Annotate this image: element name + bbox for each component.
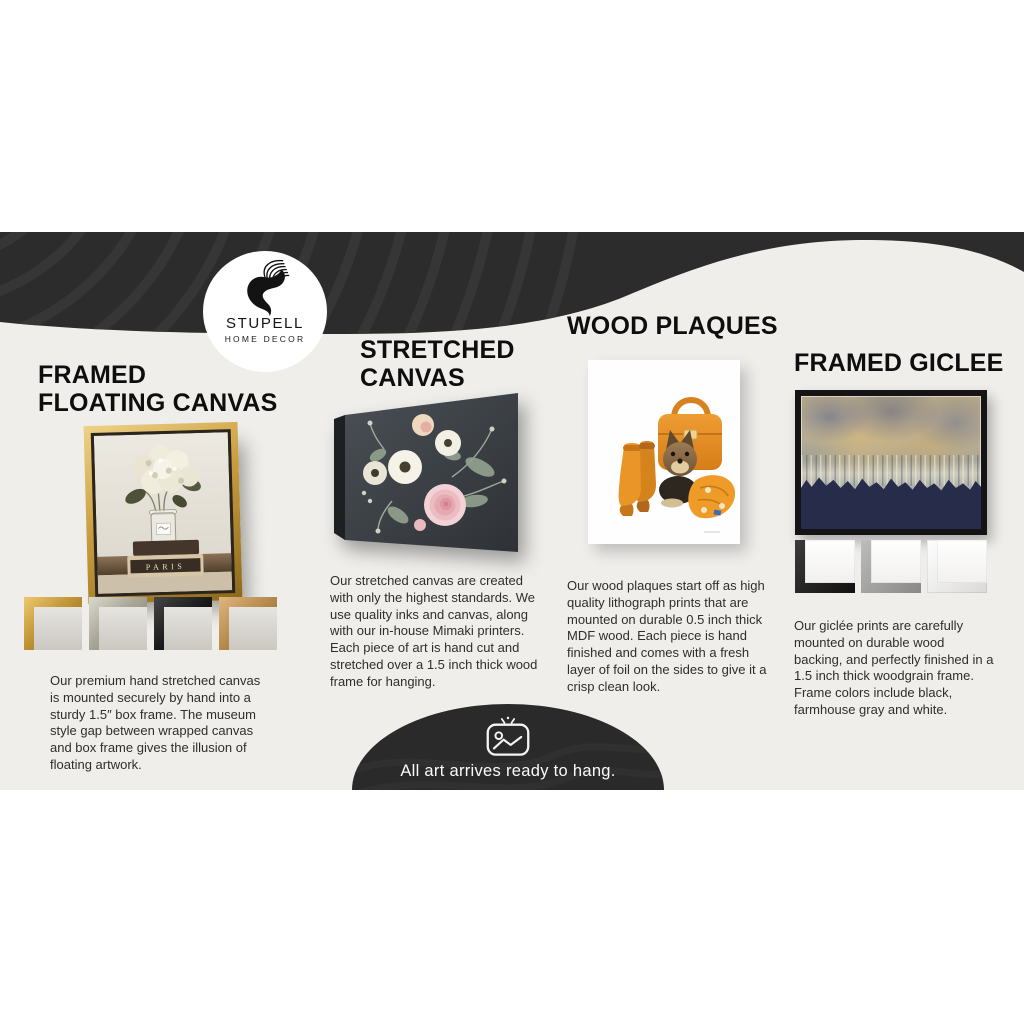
giclee-frame-swatches	[795, 540, 987, 593]
swatch-canvas	[164, 607, 212, 650]
frame-swatch-farmhouse-gray	[861, 540, 921, 593]
framed-giclee-description: Our giclée prints are carefully mounted on durable wood backing, and perfectly finished in a 1.5 inch thick woodgrain frame. Frame colors include black, farmhouse gray and white.	[794, 618, 994, 717]
title-line: CANVAS	[360, 363, 465, 392]
brand-logo	[203, 251, 327, 372]
title-line: FLOATING CANVAS	[38, 388, 278, 417]
swatch-canvas	[99, 607, 147, 650]
top-wave-graphic	[0, 232, 1024, 347]
title-line: FRAMED	[38, 361, 147, 389]
floating-frame-swatches	[24, 597, 277, 650]
section-title-wood-plaques	[567, 313, 778, 341]
section-title-stretched-canvas	[360, 337, 515, 392]
stretched-canvas-description: Our stretched canvas are created with only the highest standards. We use quality inks and canvas, along with our in-house Mimaki printers. Each piece of art is hand cut and stretched over a 1.5 inch thick wood frame for hanging.	[330, 573, 538, 689]
title-line: FRAMED GICLEE	[794, 349, 1004, 377]
frame-swatch-gold	[24, 597, 82, 650]
canvas-side-edge	[334, 415, 345, 540]
wood-plaque-artwork	[588, 360, 740, 544]
book-spine-text: PARIS	[145, 561, 186, 572]
wave-shape	[0, 232, 1024, 334]
swatch-canvas	[805, 540, 855, 583]
brand-tagline: HOME DECOR	[224, 334, 306, 344]
swatch-canvas	[937, 540, 987, 583]
swatch-canvas	[229, 607, 277, 650]
frame-swatch-pewter	[89, 597, 147, 650]
footer-dome	[352, 704, 664, 790]
title-line: STRETCHED	[360, 336, 515, 364]
swatch-canvas	[871, 540, 921, 583]
blush-flower-top	[412, 414, 434, 436]
framed-picture-icon	[481, 715, 535, 759]
pink-bud	[414, 519, 426, 531]
hydrangea-books-art	[94, 432, 232, 594]
floating-canvas-description: Our premium hand stretched canvas is mounted securely by hand into a sturdy 1.5″ box frame. The museum style gap between wrapped canvas and box frame gives the illusion of floating artwork.	[50, 673, 261, 772]
wood-plaques-description: Our wood plaques start off as high quality lithograph prints that are mounted on durable 0.5 inch thick MDF wood. Each piece is hand finished and comes with a fresh layer of foil on the sides to give it a crisp clean look.	[567, 578, 767, 694]
frame-swatch-black	[795, 540, 855, 593]
pink-rose	[424, 484, 466, 526]
floating-canvas-artwork	[84, 422, 243, 604]
frame-swatch-black	[154, 597, 212, 650]
framed-giclee-artwork	[795, 390, 987, 535]
brand-name: STUPELL	[226, 315, 304, 332]
section-title-framed-floating-canvas	[38, 362, 278, 417]
section-title-framed-giclee	[794, 350, 1004, 378]
swatch-canvas	[34, 607, 82, 650]
stupell-swirl-logo-icon	[234, 256, 296, 318]
book-stack	[127, 540, 204, 578]
floating-frame-gap	[91, 429, 236, 597]
frame-swatch-white	[927, 540, 987, 593]
title-line: WOOD PLAQUES	[567, 312, 778, 340]
frame-swatch-bronze	[219, 597, 277, 650]
footer-message: All art arrives ready to hang.	[400, 762, 616, 780]
stretched-canvas-artwork	[334, 389, 518, 555]
yorkie-orange-accessories-art	[588, 360, 740, 544]
